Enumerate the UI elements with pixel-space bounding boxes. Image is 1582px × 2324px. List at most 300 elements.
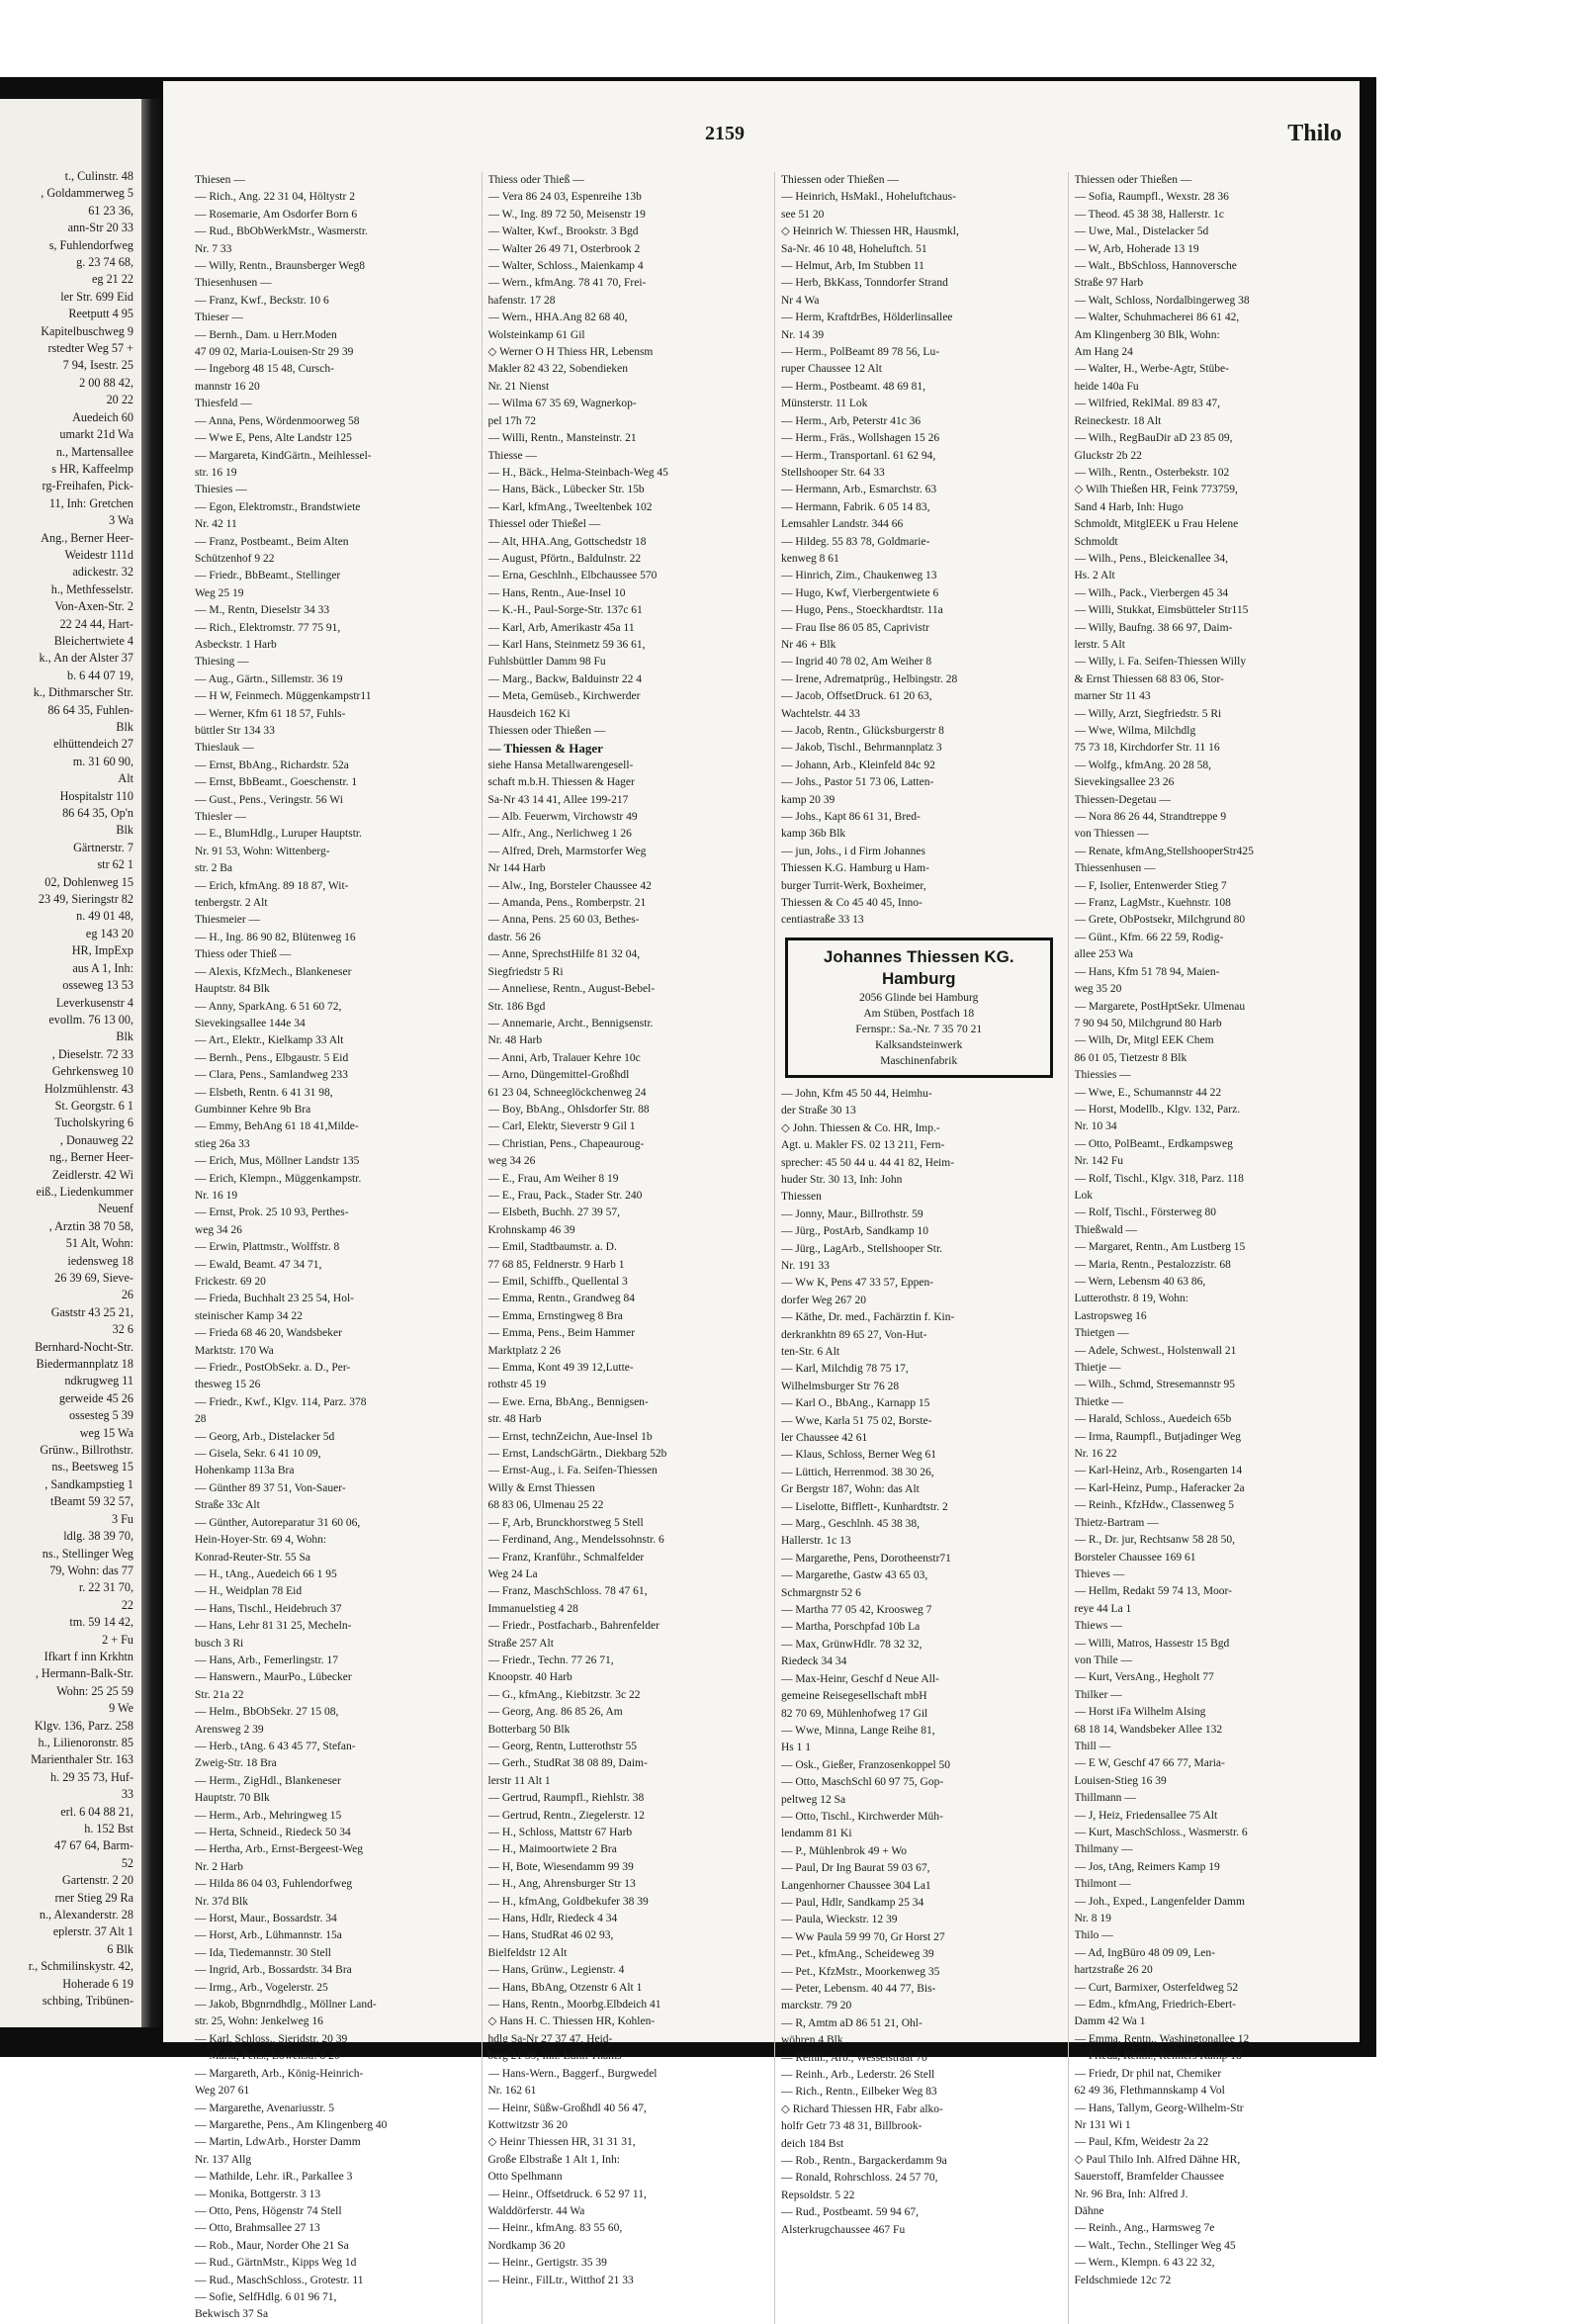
directory-entry-line: — Frau Ilse 86 05 85, Caprivistr — [781, 621, 929, 634]
directory-entry-line: — Irma, Raumpfl., Butjadinger Weg — [1074, 1430, 1241, 1443]
directory-entry-line: Krohnskamp 46 39 — [487, 1223, 575, 1236]
surname-heading: von Thile — — [1074, 1654, 1133, 1666]
directory-entry-line: — Ferdinand, Ang., Mendelssohnstr. 6 — [487, 1534, 664, 1547]
directory-entry-line: — Hans, Lehr 81 31 25, Mecheln- — [195, 1620, 352, 1633]
directory-entry-line: — August, Pförtn., Baldulnstr. 22 — [487, 552, 642, 565]
directory-entry-line: — Paul, Hdlr, Sandkamp 25 34 — [781, 1896, 924, 1909]
previous-page-line: 7 94, Isestr. 25 — [62, 358, 133, 373]
directory-entry-line: — Friedr., BbBeamt., Stellinger — [195, 570, 341, 582]
column-3 — [774, 172, 1057, 2324]
directory-page — [163, 81, 1360, 2321]
directory-entry-line: — Hans, BbAng, Otzenstr 6 Alt 1 — [487, 1981, 643, 1994]
directory-entry-line: — Wilfried, ReklMal. 89 83 47, — [1074, 398, 1221, 410]
directory-entry-line: — Helm., BbObSekr. 27 15 08, — [195, 1706, 339, 1719]
surname-heading: von Thiessen — — [1074, 828, 1149, 841]
surname-heading: Thilmont — — [1074, 1878, 1131, 1891]
directory-entry-line: — Franz, MaschSchloss. 78 47 61, — [487, 1585, 648, 1598]
directory-entry-line: Nr. 14 39 — [781, 328, 825, 341]
directory-entry-line: — Karl, Arb, Amerikastr 45a 11 — [487, 621, 635, 634]
directory-entry-line: der Straße 30 13 — [781, 1105, 856, 1117]
directory-entry-line: Siegfriedstr 5 Ri — [487, 965, 564, 978]
directory-entry-line: — Heinr., Gertigstr. 35 39 — [487, 2257, 607, 2270]
directory-entry-line: reye 44 La 1 — [1074, 1602, 1132, 1615]
directory-entry-line: — Heinr., Offsetdruck. 6 52 97 11, — [487, 2188, 647, 2200]
directory-entry-line: — Horst iFa Wilhelm Alsing — [1074, 1706, 1206, 1719]
surname-heading: Thiesing — — [195, 656, 249, 669]
previous-page-line: Zeidlerstr. 42 Wi — [51, 1167, 133, 1182]
directory-entry-line: — Hildeg. 55 83 78, Goldmarie- — [781, 535, 930, 548]
previous-page-line: 3 Wa — [109, 513, 133, 528]
directory-entry-line: — Clara, Pens., Samlandweg 233 — [195, 1069, 348, 1082]
directory-entry-line: — Ernst, BbAng., Richardstr. 52a — [195, 759, 349, 771]
directory-entry-line: str. 2 Ba — [195, 862, 233, 875]
surname-heading: Thilo — — [1074, 1929, 1113, 1942]
directory-entry-line: — Willi, Stukkat, Eimsbütteler Str115 — [1074, 604, 1249, 617]
directory-entry-line: — Wwe, Minna, Lange Reihe 81, — [781, 1724, 935, 1737]
previous-page-edge — [0, 99, 141, 2027]
directory-entry-line: — Franz, Kwf., Beckstr. 10 6 — [195, 294, 329, 307]
directory-entry-line: — Art., Elektr., Kielkamp 33 Alt — [195, 1034, 344, 1047]
directory-entry-line: — Franz, Postbeamt., Beim Alten — [195, 535, 349, 548]
directory-entry-line: — Wern., kfmAng. 78 41 70, Frei- — [487, 277, 647, 290]
directory-entry-line: — Ernst, LandschGärtn., Diekbarg 52b — [487, 1448, 667, 1461]
directory-entry-line: — Emma, Rentn., Grandweg 84 — [487, 1293, 636, 1305]
directory-entry-line: — Irmg., Arb., Vogelerstr. 25 — [195, 1981, 328, 1994]
directory-entry-line: Hs. 2 Alt — [1074, 570, 1115, 582]
directory-entry-line: — Frieda, Rentn., Reimers Kamp 18 — [1074, 2050, 1242, 2063]
directory-entry-line: Nr. 2 Harb — [195, 1860, 243, 1873]
previous-page-line: 47 67 64, Barm- — [54, 1838, 133, 1853]
previous-page-line: gerweide 45 26 — [58, 1390, 133, 1405]
directory-entry-line: marner Str 11 43 — [1074, 690, 1151, 703]
directory-entry-line: — Rich., Rentn., Eilbeker Weg 83 — [781, 2086, 937, 2099]
directory-entry-line: — Marg., Backw, Balduinstr 22 4 — [487, 672, 643, 685]
directory-entry-line: — Maria, Pens., Löwenstr. 8 20 — [195, 2050, 340, 2063]
previous-page-line: eg 21 22 — [92, 272, 133, 287]
directory-entry-line: Gumbinner Kehre 9b Bra — [195, 1103, 311, 1116]
surname-heading: Thiesen — — [195, 174, 245, 186]
directory-entry-line: — Hellm, Redakt 59 74 13, Moor- — [1074, 1585, 1232, 1598]
directory-entry-line: — E., BlumHdlg., Luruper Hauptstr. — [195, 828, 362, 841]
directory-entry-line: Große Elbstraße 1 Alt 1, Inh: — [487, 2153, 621, 2166]
directory-entry-line: ◇ Paul Thilo Inh. Alfred Dähne HR, — [1074, 2153, 1241, 2166]
directory-entry-line: — Herm., Fräs., Wollshagen 15 26 — [781, 432, 940, 445]
previous-page-line: n., Martensallee — [55, 444, 133, 459]
directory-entry-line: sprecher: 45 50 44 u. 44 41 82, Heim- — [781, 1156, 955, 1169]
directory-entry-line: — Hans, Arb., Femerlingstr. 17 — [195, 1654, 339, 1666]
directory-entry-line: — John, Kfm 45 50 44, Heimhu- — [781, 1087, 932, 1100]
directory-entry-line: — Pet., kfmAng., Scheideweg 39 — [781, 1948, 934, 1961]
directory-entry-line: — Willy, Baufng. 38 66 97, Daim- — [1074, 621, 1233, 634]
directory-entry-line: — Anni, Arb, Tralauer Kehre 10c — [487, 1051, 641, 1064]
directory-entry-line: — Rob., Rentn., Bargackerdamm 9a — [781, 2155, 947, 2168]
previous-page-line: h., Lilienoronstr. 85 — [38, 1735, 133, 1749]
directory-entry-line: — Martin, LdwArb., Horster Damm — [195, 2136, 361, 2149]
previous-page-line: , Donauweg 22 — [59, 1132, 133, 1147]
directory-entry-line: — Käthe, Dr. med., Fachärztin f. Kin- — [781, 1311, 955, 1324]
directory-entry-line: — Rud., Postbeamt. 59 94 67, — [781, 2206, 919, 2219]
directory-entry-line: — Emma, Kont 49 39 12,Lutte- — [487, 1362, 634, 1375]
directory-entry-line: — Otto, MaschSchl 60 97 75, Gop- — [781, 1776, 944, 1789]
directory-entry-line: — Arno, Düngemittel-Großhdl — [487, 1069, 630, 1082]
directory-entry-line: — Frieda 68 46 20, Wandsbeker — [195, 1327, 342, 1340]
directory-entry-line: Straße 257 Alt — [487, 1637, 554, 1650]
previous-page-line: 61 23 36, — [88, 203, 133, 218]
directory-entry-line: Immanuelstieg 4 28 — [487, 1602, 578, 1615]
directory-entry-line: schaft m.b.H. Thiessen & Hager — [487, 776, 635, 789]
directory-entry-line: — R., Dr. jur, Rechtsanw 58 28 50, — [1074, 1534, 1235, 1547]
directory-entry-line: — Alfred, Dreh, Marmstorfer Weg — [487, 845, 647, 857]
surname-heading: Thieves — — [1074, 1567, 1125, 1580]
directory-entry-line: rothstr 45 19 — [487, 1379, 547, 1391]
directory-entry-line: — Herm., Arb., Mehringweg 15 — [195, 1809, 342, 1822]
directory-entry-line: — Theod. 45 38 38, Hallerstr. 1c — [1074, 208, 1224, 221]
directory-entry-line: Schmoldt, MitglEEK u Frau Helene — [1074, 518, 1239, 531]
surname-heading: Thill — — [1074, 1740, 1111, 1752]
directory-entry-line: — Ernst, BbBeamt., Goeschenstr. 1 — [195, 776, 358, 789]
directory-entry-line: — Georg, Ang. 86 85 26, Am — [487, 1706, 623, 1719]
directory-entry-line: Straße 97 Harb — [1074, 277, 1144, 290]
previous-page-line: Biedermannplatz 18 — [36, 1357, 133, 1372]
directory-entry-line: — Johann, Arb., Kleinfeld 84c 92 — [781, 759, 935, 771]
directory-entry-line: — Günther, Autoreparatur 31 60 06, — [195, 1516, 361, 1529]
directory-entry-line: Nr. 48 Harb — [487, 1034, 543, 1047]
previous-page-line: 79, Wohn: das 77 — [49, 1563, 133, 1577]
directory-entry-line: siehe Hansa Metallwarengesell- — [487, 759, 634, 771]
directory-entry-line: — K.-H., Paul-Sorge-Str. 137c 61 — [487, 604, 643, 617]
directory-entry-line: peltweg 12 Sa — [781, 1793, 846, 1806]
directory-entry-line: 28 — [195, 1413, 207, 1426]
directory-entry-line: — Otto, Tischl., Kirchwerder Müh- — [781, 1810, 943, 1823]
directory-entry-line: Fuhlsbüttler Damm 98 Fu — [487, 656, 606, 669]
directory-entry-line: Weg 25 19 — [195, 586, 244, 599]
previous-page-line: 6 Blk — [107, 1941, 133, 1956]
directory-entry-line: — jun, Johs., i d Firm Johannes — [781, 845, 925, 857]
previous-page-line: Auedeich 60 — [72, 409, 133, 424]
advertisement-line: Am Stüben, Postfach 18 — [863, 1007, 975, 1020]
previous-page-line: s, Fuhlendorfweg — [48, 237, 133, 252]
previous-page-line: Marienthaler Str. 163 — [31, 1752, 133, 1767]
directory-entry-line: — Helmut, Arb, Im Stubben 11 — [781, 260, 924, 273]
directory-entry-line: Kottwitzstr 36 20 — [487, 2118, 568, 2131]
previous-page-line: 3 Fu — [111, 1511, 133, 1526]
directory-entry-line: — Hugo, Kwf, Vierbergentwiete 6 — [781, 586, 939, 599]
directory-entry-line: — Wern, Lebensm 40 63 86, — [1074, 1276, 1206, 1288]
directory-entry-line: — Margareta, KindGärtn., Meihlessel- — [195, 449, 372, 462]
directory-entry-line: — Emma, Ernstingweg 8 Bra — [487, 1309, 623, 1322]
previous-page-line: elhüttendeich 27 — [53, 737, 133, 752]
directory-entry-line: — Heinr, Süßw-Großhdl 40 56 47, — [487, 2101, 647, 2114]
directory-entry-line: allee 253 Wa — [1074, 948, 1134, 961]
directory-entry-line: holfr Getr 73 48 31, Billbrook- — [781, 2120, 923, 2133]
previous-page-line: 02, Dohlenweg 15 — [44, 874, 133, 889]
directory-entry-line: Damm 42 Wa 1 — [1074, 2015, 1146, 2028]
directory-entry-line: Langenhorner Chaussee 304 La1 — [781, 1879, 931, 1892]
previous-page-line: h. 29 35 73, Huf- — [50, 1769, 133, 1784]
entry-columns — [195, 172, 1350, 2324]
directory-entry-line: Nr. 42 11 — [195, 518, 237, 531]
surname-heading: Thilker — — [1074, 1688, 1122, 1701]
directory-entry-line: — Alb. Feuerwm, Virchowstr 49 — [487, 811, 638, 824]
directory-entry-line: — Wilh., Pens., Bleickenallee 34, — [1074, 552, 1229, 565]
directory-entry-line: tenbergstr. 2 Alt — [195, 897, 268, 910]
directory-entry-line: büttler Str 134 33 — [195, 725, 275, 737]
directory-entry-line: Nr. 37d Blk — [195, 1895, 248, 1908]
directory-entry-line: — Otto, Pens, Högenstr 74 Stell — [195, 2204, 342, 2217]
directory-entry-line: Nordkamp 36 20 — [487, 2239, 566, 2252]
page-number: 2159 — [705, 123, 745, 144]
directory-entry-line: — Reinh., Arb., Lederstr. 26 Stell — [781, 2069, 935, 2082]
directory-entry-line: Nr. 7 33 — [195, 242, 232, 255]
directory-entry-line: — Sofia, Raumpfl., Wexstr. 28 36 — [1074, 191, 1229, 204]
directory-entry-line: ◇ Heinr Thiessen HR, 31 31 31, — [487, 2136, 636, 2149]
surname-heading: Thieser — — [195, 312, 243, 324]
previous-page-line: Kapitelbuschweg 9 — [41, 323, 133, 338]
directory-entry-line: — Heinr., kfmAng. 83 55 60, — [487, 2222, 623, 2235]
directory-entry-line: Zweig-Str. 18 Bra — [195, 1757, 277, 1770]
directory-entry-line: Thiessen — [781, 1191, 822, 1204]
directory-entry-line: lendamm 81 Ki — [781, 1828, 852, 1840]
directory-entry-line: — Margarethe, Pens., Am Klingenberg 40 — [195, 2118, 388, 2131]
directory-entry-line: deich 184 Bst — [781, 2137, 844, 2150]
directory-entry-line: — Harald, Schloss., Auedeich 65b — [1074, 1413, 1232, 1426]
column-2 — [482, 172, 764, 2324]
directory-entry-line: — Martha 77 05 42, Kroosweg 7 — [781, 1604, 932, 1617]
directory-entry-line: — Ad, IngBüro 48 09 09, Len- — [1074, 1946, 1215, 1959]
directory-entry-line: Willy & Ernst Thiessen — [487, 1481, 595, 1494]
directory-entry-line: & Ernst Thiessen 68 83 06, Stor- — [1074, 672, 1224, 685]
column-1 — [195, 172, 471, 2324]
directory-entry-line: — Heinrich, HsMakl., Hoheluftchaus- — [781, 191, 956, 204]
directory-entry-line: — Ernst-Aug., i. Fa. Seifen-Thiessen — [487, 1465, 658, 1477]
directory-entry-line: — Horst, Maur., Bossardstr. 34 — [195, 1913, 337, 1925]
directory-entry-line: — Reinh., Arb., Wesselstraat 70 — [781, 2051, 927, 2064]
directory-entry-line: — Amanda, Pens., Romberpstr. 21 — [487, 897, 647, 910]
previous-page-line: 23 49, Sieringstr 82 — [38, 892, 133, 907]
previous-page-line: 26 — [121, 1288, 133, 1302]
directory-entry-line: — Pet., KfzMstr., Moorkenweg 35 — [781, 1965, 940, 1978]
directory-entry-line: — Klaus, Schloss, Berner Weg 61 — [781, 1449, 936, 1462]
directory-entry-line: Schmargnstr 52 6 — [781, 1586, 861, 1599]
directory-entry-line: — H W, Feinmech. Müggenkampstr11 — [195, 690, 372, 703]
surname-heading: Thiessen oder Thießen — — [1074, 174, 1192, 186]
directory-entry-line: — Ernst, technZeichn, Aue-Insel 1b — [487, 1430, 653, 1443]
directory-entry-line: — Rich., Ang. 22 31 04, Höltystr 2 — [195, 191, 355, 204]
directory-entry-line: — H., Weidplan 78 Eid — [195, 1585, 303, 1598]
directory-entry-line: — Walt., Techn., Stellinger Weg 45 — [1074, 2239, 1236, 2252]
directory-entry-line: Sievekingsallee 23 26 — [1074, 776, 1175, 789]
directory-entry-line: — Hans, Tischl., Heidebruch 37 — [195, 1602, 342, 1615]
previous-page-line: h., Methfesselstr. — [50, 581, 133, 596]
directory-entry-line: — Joh., Exped., Langenfelder Damm — [1074, 1895, 1245, 1908]
previous-page-line: rner Stieg 29 Ra — [54, 1890, 133, 1905]
surname-heading: Thiews — — [1074, 1620, 1122, 1633]
directory-entry-line: — Jürg., PostArb, Sandkamp 10 — [781, 1225, 928, 1238]
directory-entry-line: — Willy, Rentn., Braunsberger Weg8 — [195, 260, 365, 273]
previous-page-column — [5, 168, 133, 2010]
directory-entry-line: — Thiessen & Hager — [487, 741, 603, 757]
directory-entry-line: — P., Mühlenbrok 49 + Wo — [781, 1844, 908, 1857]
directory-entry-line: Knoopstr. 40 Harb — [487, 1671, 572, 1684]
advertisement-subtitle: Hamburg — [881, 968, 956, 988]
directory-entry-line: stieg 26a 33 — [195, 1137, 250, 1150]
directory-entry-line: Hausdeich 162 Ki — [487, 707, 571, 720]
directory-entry-line: Str. 21a 22 — [195, 1688, 244, 1701]
directory-entry-line: — Boy, BbAng., Ohlsdorfer Str. 88 — [487, 1103, 650, 1116]
directory-entry-line: — Johs., Kapt 86 61 31, Bred- — [781, 811, 921, 824]
directory-entry-line: mannstr 16 20 — [195, 380, 260, 393]
directory-entry-line: — Margarete, PostHptSekr. Ulmenau — [1074, 1000, 1246, 1013]
directory-entry-line: Feldschmiede 12c 72 — [1074, 2274, 1172, 2286]
previous-page-line: 11, Inh: Gretchen — [48, 495, 133, 510]
previous-page-line: ldlg. 38 39 70, — [63, 1529, 133, 1544]
directory-entry-line: — Alfr., Ang., Nerlichweg 1 26 — [487, 828, 632, 841]
previous-page-line: Gärtnerstr. 7 — [73, 840, 133, 854]
directory-entry-line: — Hanswern., MaurPo., Lübecker — [195, 1671, 352, 1684]
directory-entry-line: Schützenhof 9 22 — [195, 552, 275, 565]
directory-entry-line: Dähne — [1074, 2204, 1104, 2217]
previous-page-line: umarkt 21d Wa — [59, 427, 133, 442]
directory-entry-line: — Emma, Rentn., Washingtonallee 12 — [1074, 2032, 1250, 2045]
directory-entry-line: Bielfeldstr 12 Alt — [487, 1946, 568, 1959]
directory-entry-line: — Wolfg., kfmAng. 20 28 58, — [1074, 759, 1211, 771]
directory-entry-line: — E W, Geschf 47 66 77, Maria- — [1074, 1757, 1225, 1770]
previous-page-line: h. 152 Bst — [84, 1822, 133, 1835]
directory-entry-line: — Gertrud, Rentn., Ziegelerstr. 12 — [487, 1809, 645, 1822]
directory-entry-line: — Carl, Elektr, Sieverstr 9 Gil 1 — [487, 1120, 636, 1133]
previous-page-line: 86 64 35, Fuhlen- — [47, 702, 133, 717]
directory-entry-line: — H., Bäck., Helma-Steinbach-Weg 45 — [487, 466, 668, 479]
directory-entry-line: — Lüttich, Herrenmod. 38 30 26, — [781, 1466, 934, 1478]
directory-entry-line: — Walter 26 49 71, Osterbrook 2 — [487, 242, 641, 255]
directory-entry-line: — Willi, Matros, Hassestr 15 Bgd — [1074, 1637, 1230, 1650]
surname-heading: Thietz-Bartram — — [1074, 1516, 1159, 1529]
column-4 — [1068, 172, 1351, 2324]
previous-page-line: evollm. 76 13 00, — [48, 1012, 133, 1027]
previous-page-line: tBeamt 59 32 57, — [50, 1494, 133, 1509]
previous-page-line: 51 Alt, Wohn: — [65, 1236, 133, 1251]
surname-heading: Thietgen — — [1074, 1327, 1129, 1340]
directory-entry-line: — Wilma 67 35 69, Wagnerkop- — [487, 398, 637, 410]
previous-page-line: n., Alexanderstr. 28 — [39, 1908, 133, 1922]
directory-entry-line: — Wwe E, Pens, Alte Landstr 125 — [195, 432, 352, 445]
previous-page-line: ng., Berner Heer- — [48, 1150, 133, 1165]
directory-entry-line: — Otto, PolBeamt., Erdkampsweg — [1074, 1137, 1233, 1150]
directory-entry-line: Makler 82 43 22, Sobendieken — [487, 363, 628, 376]
directory-entry-line: — E., Frau, Am Weiher 8 19 — [487, 1172, 619, 1185]
directory-entry-line: — Karl-Heinz, Pump., Haferacker 2a — [1074, 1481, 1245, 1494]
directory-entry-line: — Karl, kfmAng., Tweeltenbek 102 — [487, 500, 653, 513]
directory-entry-line: — Hans, Kfm 51 78 94, Maien- — [1074, 965, 1220, 978]
surname-heading: Thießwald — — [1074, 1223, 1138, 1236]
directory-entry-line: Nr. 91 53, Wohn: Wittenberg- — [195, 845, 330, 857]
previous-page-line: eiß., Liedenkummer — [36, 1184, 133, 1199]
directory-entry-line: — Franz, Kranführ., Schmalfelder — [487, 1551, 645, 1564]
directory-entry-line: thesweg 15 26 — [195, 1379, 261, 1391]
directory-entry-line: Sand 4 Harb, Inh: Hugo — [1074, 500, 1184, 513]
previous-page-line: erl. 6 04 88 21, — [60, 1804, 133, 1819]
directory-entry-line: — H., Ang, Ahrensburger Str 13 — [487, 1878, 636, 1891]
surname-heading: Thiesmeier — — [195, 914, 261, 927]
directory-entry-line: — Hilda 86 04 03, Fuhlendorfweg — [195, 1878, 353, 1891]
directory-entry-line: — Werner, Kfm 61 18 57, Fuhls- — [195, 707, 346, 720]
directory-entry-line: ◇ Richard Thiessen HR, Fabr alko- — [781, 2102, 943, 2115]
previous-page-line: ns., Beetsweg 15 — [51, 1460, 133, 1475]
directory-entry-line: 86 01 05, Tietzestr 8 Blk — [1074, 1051, 1187, 1064]
previous-page-line: ler Str. 699 Eid — [60, 289, 133, 304]
directory-entry-line: — Jos, tAng, Reimers Kamp 19 — [1074, 1860, 1220, 1873]
directory-entry-line: Nr 4 Wa — [781, 294, 820, 307]
directory-entry-line: 82 70 69, Mühlenhofweg 17 Gil — [781, 1707, 928, 1720]
directory-entry-line: Hein-Hoyer-Str. 69 4, Wohn: — [195, 1534, 327, 1547]
directory-entry-line: see 51 20 — [781, 208, 825, 221]
previous-page-line: St. Georgstr. 6 1 — [54, 1098, 133, 1113]
directory-entry-line: — Emil, Schiffb., Quellental 3 — [487, 1276, 628, 1288]
directory-entry-line: — Ewe. Erna, BbAng., Bennigsen- — [487, 1395, 649, 1408]
previous-page-line: str 62 1 — [97, 857, 133, 872]
directory-entry-line: Asbeckstr. 1 Harb — [195, 638, 277, 651]
directory-entry-line: Agt. u. Makler FS. 02 13 211, Fern- — [781, 1139, 945, 1152]
directory-entry-line: — Vera 86 24 03, Espenreihe 13b — [487, 191, 642, 204]
directory-entry-line: — Ingeborg 48 15 48, Cursch- — [195, 363, 334, 376]
directory-entry-line: — Meta, Gemüseb., Kirchwerder — [487, 690, 641, 703]
previous-page-line: , Arztin 38 70 58, — [48, 1218, 133, 1233]
directory-entry-line: — Anna, Pens. 25 60 03, Bethes- — [487, 914, 640, 927]
directory-entry-line: Louisen-Stieg 16 39 — [1074, 1774, 1167, 1787]
previous-page-line: Hospitalstr 110 — [59, 788, 133, 803]
directory-entry-line: — H., Schloss, Mattstr 67 Harb — [487, 1827, 633, 1838]
surname-heading: Thieslauk — — [195, 742, 254, 755]
directory-entry-line: str. 25, Wohn: Jenkelweg 16 — [195, 2015, 323, 2028]
previous-page-line: 2 00 88 42, — [79, 375, 133, 390]
directory-entry-line: — Rolf, Tischl., Försterweg 80 — [1074, 1207, 1216, 1219]
previous-page-line: 32 6 — [112, 1322, 133, 1337]
directory-entry-line: — Friedr., Techn. 77 26 71, — [487, 1654, 614, 1666]
directory-entry-line: — Horst, Modellb., Klgv. 132, Parz. — [1074, 1103, 1241, 1116]
directory-entry-line: busch 3 Ri — [195, 1637, 244, 1650]
previous-page-line: 20 22 — [106, 393, 133, 407]
previous-page-line: tm. 59 14 42, — [69, 1615, 133, 1630]
directory-entry-line: — Wilh., RegBauDir aD 23 85 09, — [1074, 432, 1233, 445]
previous-page-line: 52 — [121, 1855, 133, 1870]
directory-entry-line: kamp 20 39 — [781, 793, 835, 806]
directory-entry-line: — Reinh., Ang., Harmsweg 7e — [1074, 2222, 1215, 2235]
previous-page-line: iedensweg 18 — [67, 1253, 133, 1268]
directory-entry-line: — Margarethe, Avenariusstr. 5 — [195, 2101, 335, 2114]
directory-entry-line: — Osk., Gießer, Franzosenkoppel 50 — [781, 1758, 951, 1771]
directory-entry-line: — Jacob, OffsetDruck. 61 20 63, — [781, 690, 932, 703]
previous-page-line: Leverkusenstr 4 — [55, 995, 133, 1010]
previous-page-line: ns., Stellinger Weg — [42, 1546, 133, 1561]
directory-entry-line: — Willy, i. Fa. Seifen-Thiessen Willy — [1074, 656, 1247, 669]
directory-entry-line: — Ida, Tiedemannstr. 30 Stell — [195, 1946, 331, 1959]
directory-entry-line: kamp 36b Blk — [781, 828, 846, 841]
directory-entry-line: Marktplatz 2 26 — [487, 1344, 561, 1357]
directory-entry-line: — Mathilde, Lehr. iR., Parkallee 3 — [195, 2171, 353, 2184]
directory-entry-line: — Hans, Tallym, Georg-Wilhelm-Str — [1074, 2101, 1244, 2114]
directory-entry-line: Straße 33c Alt — [195, 1499, 260, 1512]
surname-heading: Thilmany — — [1074, 1843, 1133, 1856]
directory-entry-line: — Wilh., Rentn., Osterbekstr. 102 — [1074, 466, 1230, 479]
directory-entry-line: — Margaret, Rentn., Am Lustberg 15 — [1074, 1241, 1246, 1254]
directory-entry-line: — Karl, Schloss., Sieridstr. 20 39 — [195, 2032, 348, 2045]
previous-page-line: m. 31 60 90, — [72, 754, 133, 768]
directory-entry-line: Weg 207 61 — [195, 2085, 250, 2098]
directory-entry-line: — Walter, H., Werbe-Agtr, Stübe- — [1074, 363, 1229, 376]
surname-heading: Thiesfeld — — [195, 398, 252, 410]
directory-entry-line: — Anne, SprechstHilfe 81 32 04, — [487, 948, 641, 961]
directory-entry-line: berg 21 39, Inh: Edith Thams — [487, 2050, 622, 2063]
